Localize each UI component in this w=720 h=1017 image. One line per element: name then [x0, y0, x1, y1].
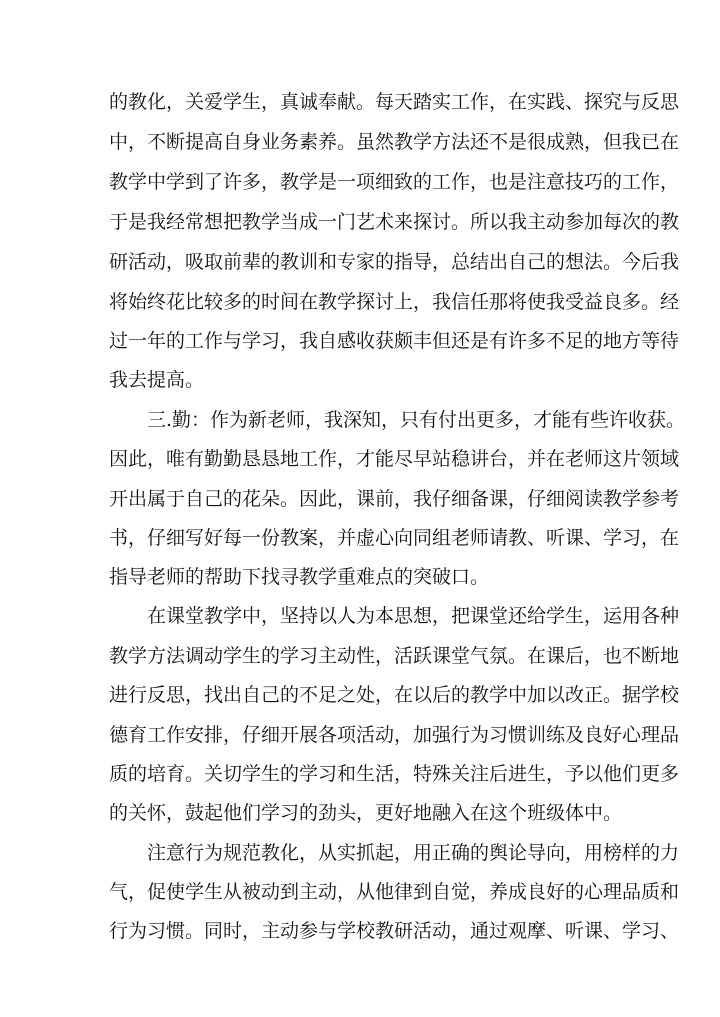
text-line: 质的培育。关切学生的学习和生活，特殊关注后进生，予以他们更多 [109, 763, 680, 785]
text-line: 过一年的工作与学习，我自感收获颇丰但还是有许多不足的地方等待 [109, 330, 680, 352]
text-line: 行为习惯。同时，主动参与学校教研活动，通过观摩、听课、学习、 [109, 920, 680, 942]
text-line: 教学方法调动学生的学习主动性，活跃课堂气氛。在课后，也不断地 [109, 645, 680, 667]
text-line: 教学中学到了许多，教学是一项细致的工作，也是注意技巧的工作， [109, 171, 680, 193]
text-line: 在课堂教学中，坚持以人为本思想，把课堂还给学生，运用各种 [147, 605, 680, 627]
text-line: 开出属于自己的花朵。因此，课前，我仔细备课，仔细阅读教学参考 [109, 488, 680, 510]
text-line: 进行反思，找出自己的不足之处，在以后的教学中加以改正。据学校 [109, 684, 680, 706]
text-line: 的教化，关爱学生，真诚奉献。每天踏实工作，在实践、探究与反思 [109, 91, 680, 113]
text-line: 我去提高。 [109, 369, 205, 391]
text-line: 研活动，吸取前辈的教训和专家的指导，总结出自己的想法。今后我 [109, 251, 680, 273]
text-line: 三.勤：作为新老师，我深知，只有付出更多，才能有些许收获。 [147, 409, 686, 431]
text-line: 的关怀，鼓起他们学习的劲头，更好地融入在这个班级体中。 [109, 802, 623, 824]
text-line: 将始终花比较多的时间在教学探讨上，我信任那将使我受益良多。经 [109, 291, 680, 313]
text-line: 于是我经常想把教学当成一门艺术来探讨。所以我主动参加每次的教 [109, 211, 680, 233]
text-line: 指导老师的帮助下找寻教学重难点的突破口。 [109, 566, 490, 588]
text-line: 书，仔细写好每一份教案，并虚心向同组老师请教、听课、学习，在 [109, 527, 680, 549]
text-line: 中，不断提高自身业务素养。虽然教学方法还不是很成熟，但我已在 [109, 131, 680, 153]
text-line: 因此，唯有勤勤恳恳地工作，才能尽早站稳讲台，并在老师这片领域 [109, 448, 680, 470]
text-line: 注意行为规范教化，从实抓起，用正确的舆论导向，用榜样的力 [147, 842, 680, 864]
text-line: 气，促使学生从被动到主动，从他律到自觉，养成良好的心理品质和 [109, 881, 680, 903]
text-line: 德育工作安排，仔细开展各项活动，加强行为习惯训练及良好心理品 [109, 724, 680, 746]
